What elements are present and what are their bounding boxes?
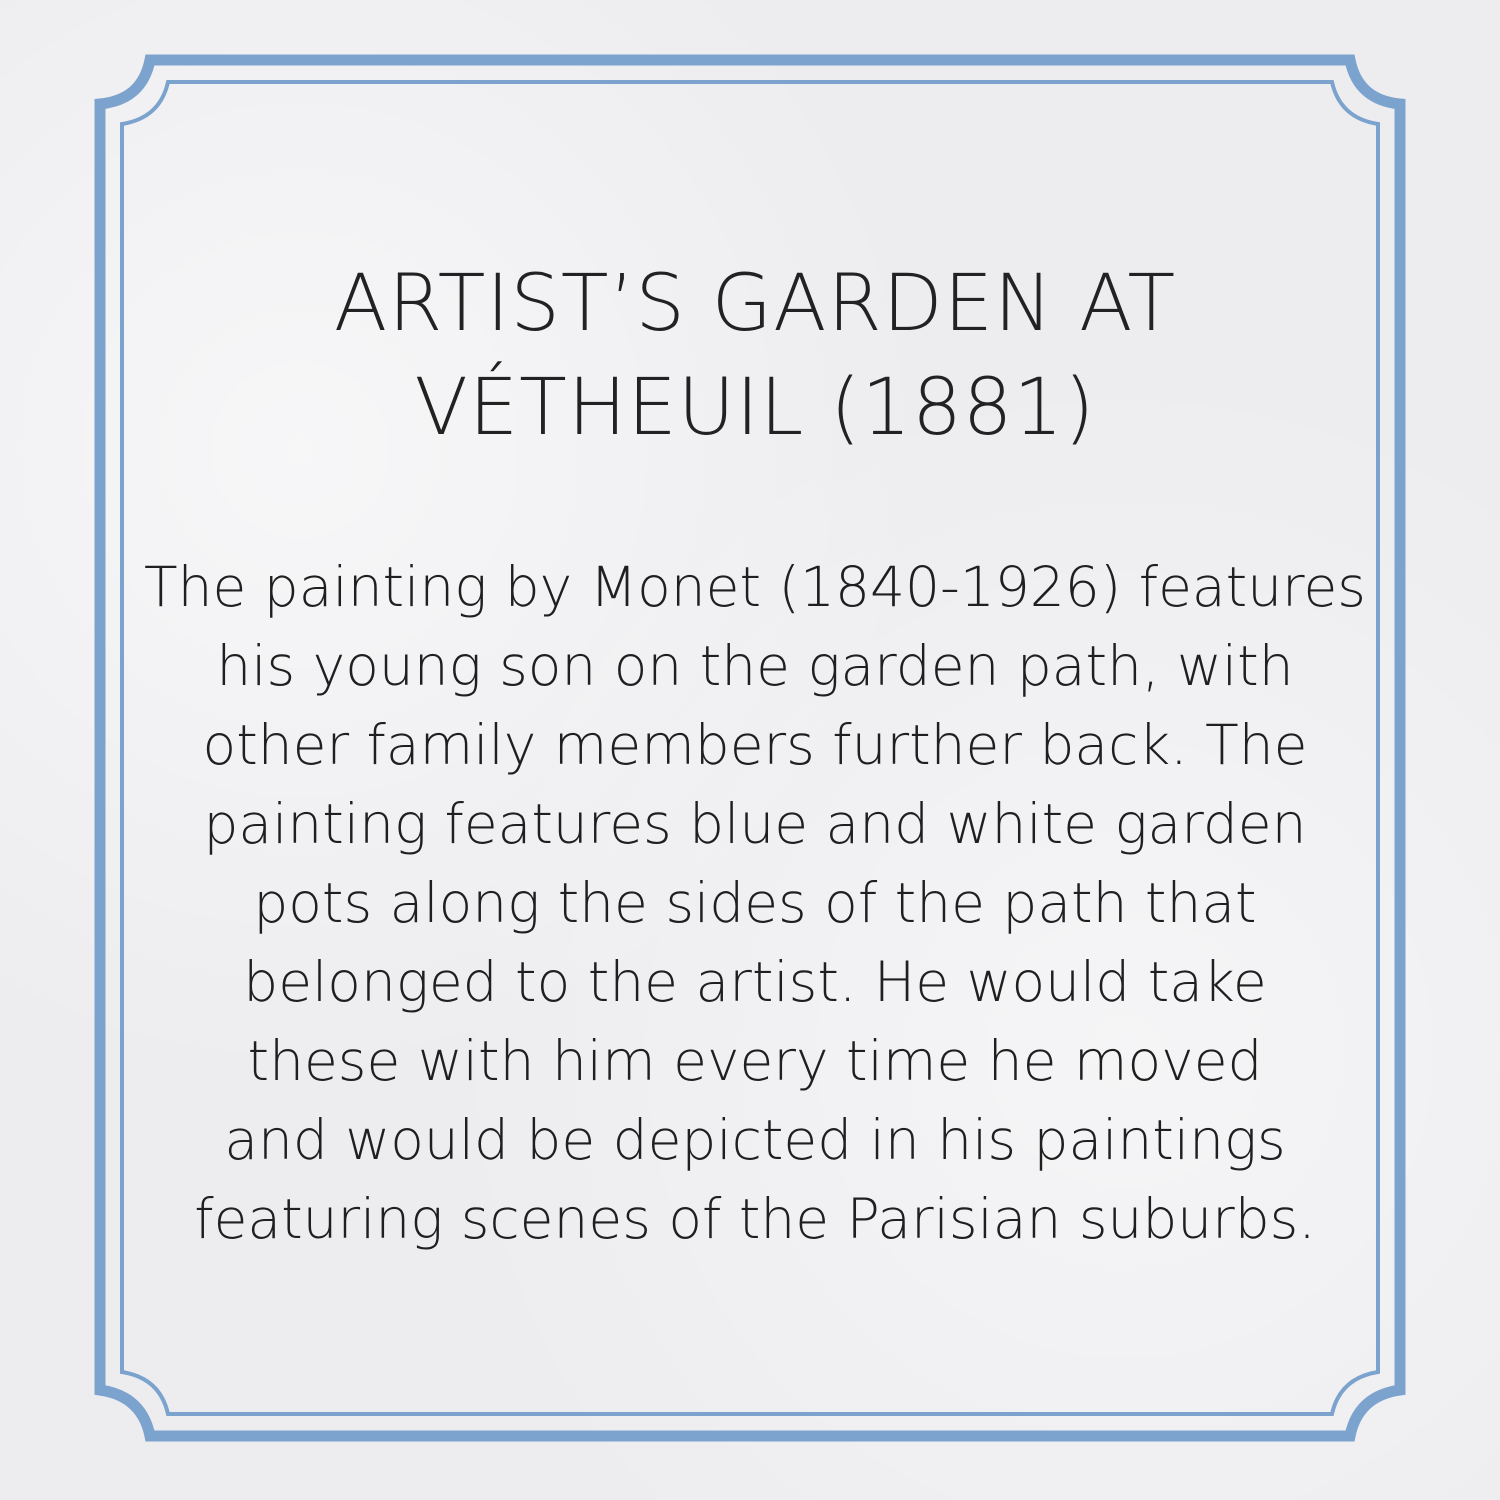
description-line: his young son on the garden path, with [216,634,1294,698]
description-line: belonged to the artist. He would take [243,950,1267,1014]
card-title [150,252,1360,460]
description-line: painting features blue and white garden [203,792,1307,856]
description-line: these with him every time he moved [247,1029,1263,1093]
description-line: other family members further back. The [202,713,1308,777]
description-line: The painting by Monet (1840-1926) features [144,555,1366,619]
card-description [140,548,1370,1259]
description-line: featuring scenes of the Parisian suburbs. [194,1187,1316,1251]
description-line: pots along the sides of the path that [253,871,1257,935]
card-title-line: VÉTHEUIL (1881) [414,363,1096,453]
card-title-line: ARTIST’S GARDEN AT [333,259,1177,349]
description-line: and would be depicted in his paintings [224,1108,1286,1172]
